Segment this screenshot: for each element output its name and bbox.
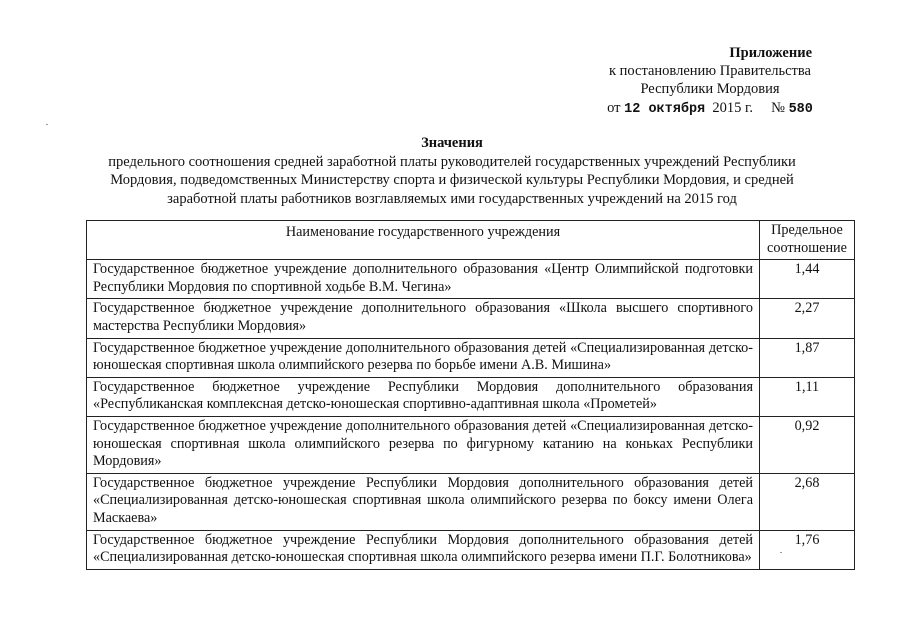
row-ratio: 2,68 — [760, 473, 855, 530]
institutions-table — [86, 220, 855, 570]
appendix-line-1: к постановлению Правительства — [609, 63, 811, 79]
header-name: Наименование государственного учреждения — [87, 221, 760, 260]
title-line-2: Мордовия, подведомственных Министерству спорта и физической культуры Республики Мордовия, и средней — [110, 172, 794, 188]
title-line-1: предельного соотношения средней заработной платы руководителей государственных учреждений Республики — [108, 153, 796, 170]
date-prefix: от — [607, 100, 621, 116]
table-row — [87, 473, 855, 530]
title-heading: Значения — [421, 135, 483, 151]
appendix-block — [560, 44, 860, 119]
number-value: 580 — [788, 102, 813, 117]
table-row — [87, 338, 855, 377]
table-row — [87, 377, 855, 416]
header-ratio: Предельное соотношение — [760, 221, 855, 260]
table-row — [87, 260, 855, 299]
table-row — [87, 299, 855, 338]
row-ratio: 1,44 — [760, 260, 855, 299]
number-label: № — [771, 100, 785, 116]
appendix-line-2: Республики Мордовия — [640, 81, 780, 97]
table-row — [87, 416, 855, 473]
row-ratio: 0,92 — [760, 416, 855, 473]
row-ratio: 1,87 — [760, 338, 855, 377]
row-name: Государственное бюджетное учреждение Республики Мордовия дополнительного образования детей «Специализированная детско-юношеская спортивная школа олимпийского резерва имени П.Г. Болотникова» — [87, 530, 760, 569]
row-name: Государственное бюджетное учреждение Республики Мордовия дополнительного образования «Республиканская комплексная детско-юношеская спортивно-адаптивная школа «Прометей» — [87, 377, 760, 416]
title-line-3: заработной платы работников возглавляемых ими государственных учреждений на 2015 год — [167, 190, 737, 207]
row-ratio: 2,27 — [760, 299, 855, 338]
row-name: Государственное бюджетное учреждение Республики Мордовия дополнительного образования детей «Специализированная детско-юношеская спортивная школа олимпийского резерва по боксу имени Олега Маскаева» — [87, 473, 760, 530]
row-name: Государственное бюджетное учреждение дополнительного образования «Школа высшего спортивного мастерства Республики Мордовия» — [87, 299, 760, 338]
document-title — [72, 134, 832, 208]
scan-speck — [46, 124, 48, 125]
table-row — [87, 530, 855, 569]
appendix-date-line — [560, 99, 860, 119]
table-header-row — [87, 221, 855, 260]
row-ratio: 1,11 — [760, 377, 855, 416]
date-year: 2015 г. — [712, 100, 753, 116]
row-name: Государственное бюджетное учреждение дополнительного образования детей «Специализированная детско-юношеская спортивная школа олимпийского резерва по борьбе имени А.В. Мишина» — [87, 338, 760, 377]
appendix-heading: Приложение — [729, 45, 812, 61]
row-name: Государственное бюджетное учреждение дополнительного образования «Центр Олимпийской подготовки Республики Мордовия по спортивной ходьбе В.М. Чегина» — [87, 260, 760, 299]
row-name: Государственное бюджетное учреждение дополнительного образования детей «Специализированная детско-юношеская спортивная школа олимпийского резерва по фигурному катанию на коньках Республики Мордовия» — [87, 416, 760, 473]
scan-speck — [780, 552, 782, 553]
row-ratio: 1,76 — [760, 530, 855, 569]
date-handwritten: 12 октября — [624, 102, 706, 117]
